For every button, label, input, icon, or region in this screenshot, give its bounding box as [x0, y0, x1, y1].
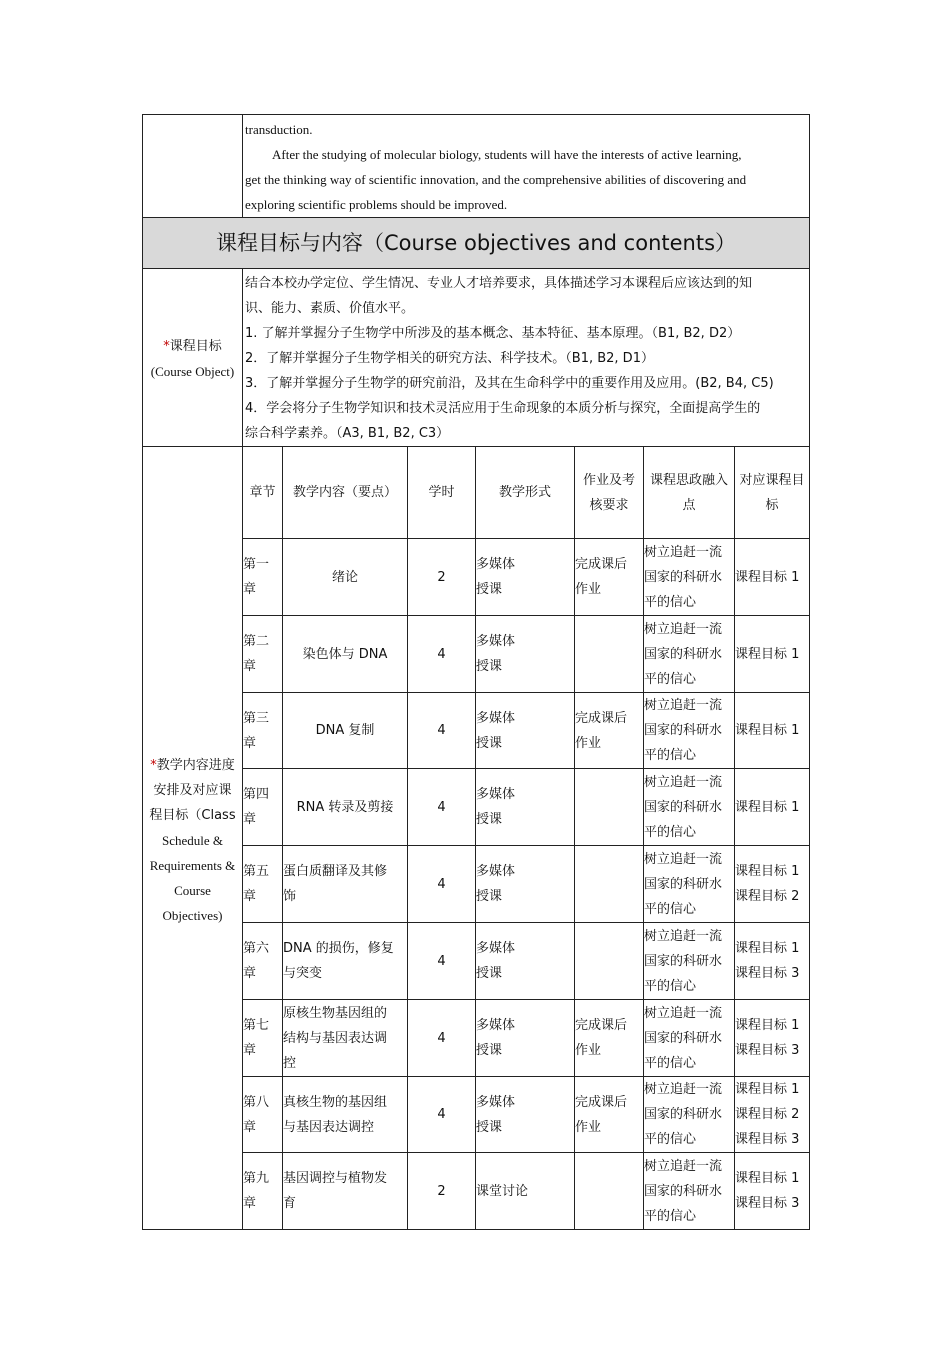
cell-text: 2 — [437, 1183, 446, 1199]
table-cell-id — [644, 923, 734, 999]
cell-text: 树立追赶一流 — [644, 1082, 723, 1097]
table-cell-hw — [575, 1153, 643, 1229]
cell-text: 多媒体 — [476, 557, 516, 572]
schedule-label-line: 程目标（Class — [149, 808, 236, 823]
cell-text: 作业 — [575, 582, 602, 597]
objectives-label-en: (Course Object) — [150, 364, 235, 379]
table-cell-hw — [575, 693, 643, 768]
cell-text: 树立追赶一流 — [644, 698, 723, 713]
cell-text: 第七 — [243, 1018, 270, 1033]
intro-line: get the thinking way of scientific innovation, and the comprehensive abilities of discovering and — [245, 172, 747, 187]
table-cell-id — [644, 1000, 734, 1076]
table-cell-ch — [243, 1000, 282, 1076]
table-cell-content — [283, 693, 407, 768]
table-cell-form — [476, 616, 574, 692]
cell-text: 课程目标 1 — [735, 799, 800, 815]
header-homework: 作业及考 核要求 — [582, 472, 635, 513]
cell-text: 树立追赶一流 — [644, 544, 723, 560]
table-cell-id — [644, 846, 734, 922]
table-cell-hours — [408, 693, 475, 768]
cell-text: 4 — [437, 799, 446, 815]
cell-text: 课程目标 2 — [735, 1107, 800, 1122]
cell-text: 平的信心 — [644, 1208, 697, 1224]
cell-text: 作业 — [575, 1043, 602, 1058]
required-star: * — [150, 758, 157, 773]
cell-text: 绪论 — [331, 569, 358, 585]
cell-text: 原核生物基因组的 — [283, 1005, 388, 1021]
cell-text: 完成课后 — [575, 710, 628, 726]
table-cell-t — [735, 693, 809, 768]
cell-text: 完成课后 — [575, 557, 628, 572]
table-cell-hours — [408, 846, 475, 922]
table-cell-t — [735, 539, 809, 615]
cell-text: 课程目标 2 — [735, 889, 800, 904]
table-cell-ch — [243, 1077, 282, 1152]
table-cell-hw — [575, 539, 643, 615]
header-ideology: 课程思政融入 点 — [649, 472, 728, 513]
table-cell-content — [283, 769, 407, 845]
section-banner — [143, 218, 809, 268]
cell-text: 与基因表达调控 — [283, 1119, 375, 1135]
cell-text: 树立追赶一流 — [644, 851, 723, 867]
table-cell-content — [283, 1000, 407, 1076]
cell-text: 课程目标 1 — [735, 1082, 800, 1097]
cell-text: 授课 — [476, 582, 503, 597]
cell-text: 第八 — [243, 1094, 270, 1110]
schedule-label-line: Requirements & — [149, 858, 236, 873]
cell-text: 平的信心 — [644, 978, 697, 994]
table-cell-form — [476, 769, 574, 845]
table-cell-id — [644, 539, 734, 615]
header-form: 教学形式 — [498, 485, 551, 500]
table-cell-form — [476, 1000, 574, 1076]
cell-text: 平的信心 — [644, 901, 697, 917]
header-content: 教学内容（要点） — [292, 485, 397, 500]
cell-text: 4 — [437, 723, 446, 738]
cell-text: 章 — [243, 1043, 257, 1058]
cell-text: 多媒体 — [476, 787, 516, 802]
table-cell-content — [283, 846, 407, 922]
table-cell-hw — [575, 769, 643, 845]
table-cell-form — [476, 923, 574, 999]
cell-text: 平的信心 — [644, 824, 697, 840]
cell-text: 章 — [243, 1119, 257, 1135]
cell-text: 第四 — [243, 787, 270, 802]
table-cell-id — [644, 616, 734, 692]
cell-text: 课程目标 1 — [735, 941, 800, 956]
objective-line: 综合科学素养。（A3, B1, B2, C3） — [245, 426, 450, 441]
intro-line: After the studying of molecular biology, students will have the interests of active learning, — [272, 147, 742, 162]
intro-line: exploring scientific problems should be improved. — [245, 197, 508, 212]
cell-text: 4 — [437, 1107, 446, 1122]
cell-text: 章 — [243, 582, 257, 597]
cell-text: 基因调控与植物发 — [283, 1171, 388, 1186]
table-cell-ch — [243, 539, 282, 615]
header-target: 对应课程目 标 — [739, 472, 805, 513]
cell-text: 授课 — [476, 1043, 503, 1058]
header-chapter: 章节 — [249, 485, 276, 500]
table-cell-content — [283, 616, 407, 692]
schedule-label-line: 教学内容进度 — [156, 758, 235, 773]
section-title: 课程目标与内容（Course objectives and contents） — [215, 231, 737, 255]
cell-text: 2 — [437, 569, 446, 585]
cell-text: 平的信心 — [644, 594, 697, 610]
cell-text: 饰 — [283, 889, 297, 904]
objective-line: 结合本校办学定位、学生情况、专业人才培养要求，具体描述学习本课程后应该达到的知 — [245, 276, 753, 291]
table-cell-hw — [575, 846, 643, 922]
cell-text: 章 — [243, 659, 257, 674]
header-hours: 学时 — [428, 485, 455, 500]
table-cell-id — [644, 1153, 734, 1229]
cell-text: 树立追赶一流 — [644, 928, 723, 944]
schedule-label-line: Objectives) — [162, 908, 223, 923]
cell-text: 育 — [283, 1196, 297, 1211]
cell-text: 章 — [243, 889, 257, 904]
cell-text: 国家的科研水 — [644, 723, 723, 738]
schedule-label-line: 安排及对应课 — [153, 783, 232, 798]
cell-text: DNA 的损伤，修复 — [283, 941, 394, 956]
cell-text: 授课 — [476, 659, 503, 674]
cell-text: 授课 — [476, 812, 503, 827]
cell-text: 国家的科研水 — [644, 799, 723, 815]
table-cell-form — [476, 1153, 574, 1229]
cell-text: 课程目标 3 — [735, 966, 800, 981]
cell-text: 4 — [437, 953, 446, 969]
cell-text: 章 — [243, 1196, 257, 1211]
table-cell-ch — [243, 769, 282, 845]
table-cell-t — [735, 1000, 809, 1076]
cell-text: 课程目标 3 — [735, 1043, 800, 1058]
cell-text: 4 — [437, 876, 446, 892]
cell-text: 章 — [243, 812, 257, 827]
table-cell-content — [283, 1077, 407, 1152]
objective-line: 4．学会将分子生物学知识和技术灵活应用于生命现象的本质分析与探究，全面提高学生的 — [245, 401, 761, 416]
table-cell-ch — [243, 616, 282, 692]
table-cell-form — [476, 693, 574, 768]
objective-line: 3．了解并掌握分子生物学的研究前沿，及其在生命科学中的重要作用及应用。(B2, B4, C5) — [245, 376, 774, 391]
cell-text: 章 — [243, 966, 257, 981]
cell-text: 授课 — [476, 1119, 503, 1135]
table-cell-hw — [575, 616, 643, 692]
cell-text: 蛋白质翻译及其修 — [283, 864, 388, 879]
schedule-label-line: Course — [174, 883, 211, 898]
required-star: * — [163, 339, 170, 354]
cell-text: 树立追赶一流 — [644, 774, 723, 790]
table-cell-t — [735, 1077, 809, 1152]
cell-text: 授课 — [476, 966, 503, 981]
table-cell-content — [283, 1153, 407, 1229]
cell-text: 控 — [283, 1055, 297, 1071]
cell-text: 多媒体 — [476, 864, 516, 879]
table-cell-id — [644, 1077, 734, 1152]
cell-text: 多媒体 — [476, 710, 516, 726]
cell-text: 课程目标 1 — [735, 646, 800, 662]
table-cell-form — [476, 1077, 574, 1152]
table-cell-form — [476, 539, 574, 615]
cell-text: 授课 — [476, 735, 503, 751]
cell-text: 树立追赶一流 — [644, 621, 723, 637]
table-cell-ch — [243, 1153, 282, 1229]
cell-text: 授课 — [476, 889, 503, 904]
cell-text: 课程目标 1 — [735, 569, 800, 585]
cell-text: 平的信心 — [644, 748, 697, 763]
cell-text: 课堂讨论 — [476, 1183, 529, 1199]
table-cell-id — [644, 693, 734, 768]
table-cell-hours — [408, 616, 475, 692]
table-cell-t — [735, 1153, 809, 1229]
cell-text: 国家的科研水 — [644, 1183, 723, 1199]
table-cell-ch — [243, 923, 282, 999]
cell-text: 国家的科研水 — [644, 646, 723, 662]
cell-text: RNA 转录及剪接 — [296, 799, 394, 815]
cell-text: 与突变 — [283, 966, 323, 981]
cell-text: 结构与基因表达调 — [283, 1030, 388, 1046]
cell-text: 4 — [437, 646, 446, 662]
cell-text: 课程目标 1 — [735, 723, 800, 738]
table-cell-hours — [408, 1000, 475, 1076]
cell-text: 树立追赶一流 — [644, 1158, 723, 1174]
table-cell-hw — [575, 923, 643, 999]
table-cell-hours — [408, 539, 475, 615]
cell-text: 第五 — [243, 864, 270, 879]
cell-text: 国家的科研水 — [644, 953, 723, 969]
table-cell-t — [735, 846, 809, 922]
table-cell-t — [735, 616, 809, 692]
cell-text: 平的信心 — [644, 1055, 697, 1071]
cell-text: 国家的科研水 — [644, 1107, 723, 1122]
objective-line: 1. 了解并掌握分子生物学中所涉及的基本概念、基本特征、基本原理。（B1, B2, D2） — [245, 326, 741, 341]
table-cell-hours — [408, 769, 475, 845]
table-cell-hw — [575, 1000, 643, 1076]
table-cell-hw — [575, 1077, 643, 1152]
table-cell-content — [283, 539, 407, 615]
table-cell-t — [735, 923, 809, 999]
cell-text: 作业 — [575, 735, 602, 751]
table-cell-ch — [243, 846, 282, 922]
table-cell-ch — [243, 693, 282, 768]
cell-text: 多媒体 — [476, 941, 516, 956]
objectives-label-cn: 课程目标 — [169, 339, 222, 354]
cell-text: 课程目标 3 — [735, 1132, 800, 1147]
cell-text: 4 — [437, 1030, 446, 1046]
objective-line: 识、能力、素质、价值水平。 — [245, 301, 415, 316]
objective-line: 2．了解并掌握分子生物学相关的研究方法、科学技术。（B1, B2, D1） — [245, 351, 654, 366]
intro-line: transduction. — [245, 122, 313, 137]
cell-text: 染色体与 DNA — [302, 646, 388, 662]
cell-text: 国家的科研水 — [644, 1030, 723, 1046]
cell-text: 第九 — [243, 1171, 270, 1186]
cell-text: 完成课后 — [575, 1018, 628, 1033]
table-cell-t — [735, 769, 809, 845]
cell-text: 平的信心 — [644, 1132, 697, 1147]
cell-text: 国家的科研水 — [644, 569, 723, 585]
cell-text: 第一 — [243, 557, 270, 572]
cell-text: 第二 — [243, 634, 270, 649]
cell-text: 课程目标 3 — [735, 1196, 800, 1211]
cell-text: 章 — [243, 735, 257, 751]
cell-text: 树立追赶一流 — [644, 1005, 723, 1021]
cell-text: 多媒体 — [476, 1018, 516, 1033]
cell-text: 第三 — [243, 710, 270, 726]
cell-text: 第六 — [243, 941, 270, 956]
cell-text: 真核生物的基因组 — [283, 1094, 388, 1110]
table-cell-hours — [408, 1153, 475, 1229]
table-cell-id — [644, 769, 734, 845]
cell-text: 课程目标 1 — [735, 1018, 800, 1033]
cell-text: 多媒体 — [476, 634, 516, 649]
table-cell-content — [283, 923, 407, 999]
table-cell-hours — [408, 923, 475, 999]
cell-text: DNA 复制 — [315, 723, 375, 738]
cell-text: 多媒体 — [476, 1094, 516, 1110]
cell-text: 平的信心 — [644, 671, 697, 687]
table-cell-form — [476, 846, 574, 922]
cell-text: 作业 — [575, 1119, 602, 1135]
schedule-label-line: Schedule & — [161, 833, 223, 848]
table-cell-hours — [408, 1077, 475, 1152]
cell-text: 课程目标 1 — [735, 1171, 800, 1186]
cell-text: 完成课后 — [575, 1094, 628, 1110]
cell-text: 国家的科研水 — [644, 876, 723, 892]
cell-text: 课程目标 1 — [735, 864, 800, 879]
